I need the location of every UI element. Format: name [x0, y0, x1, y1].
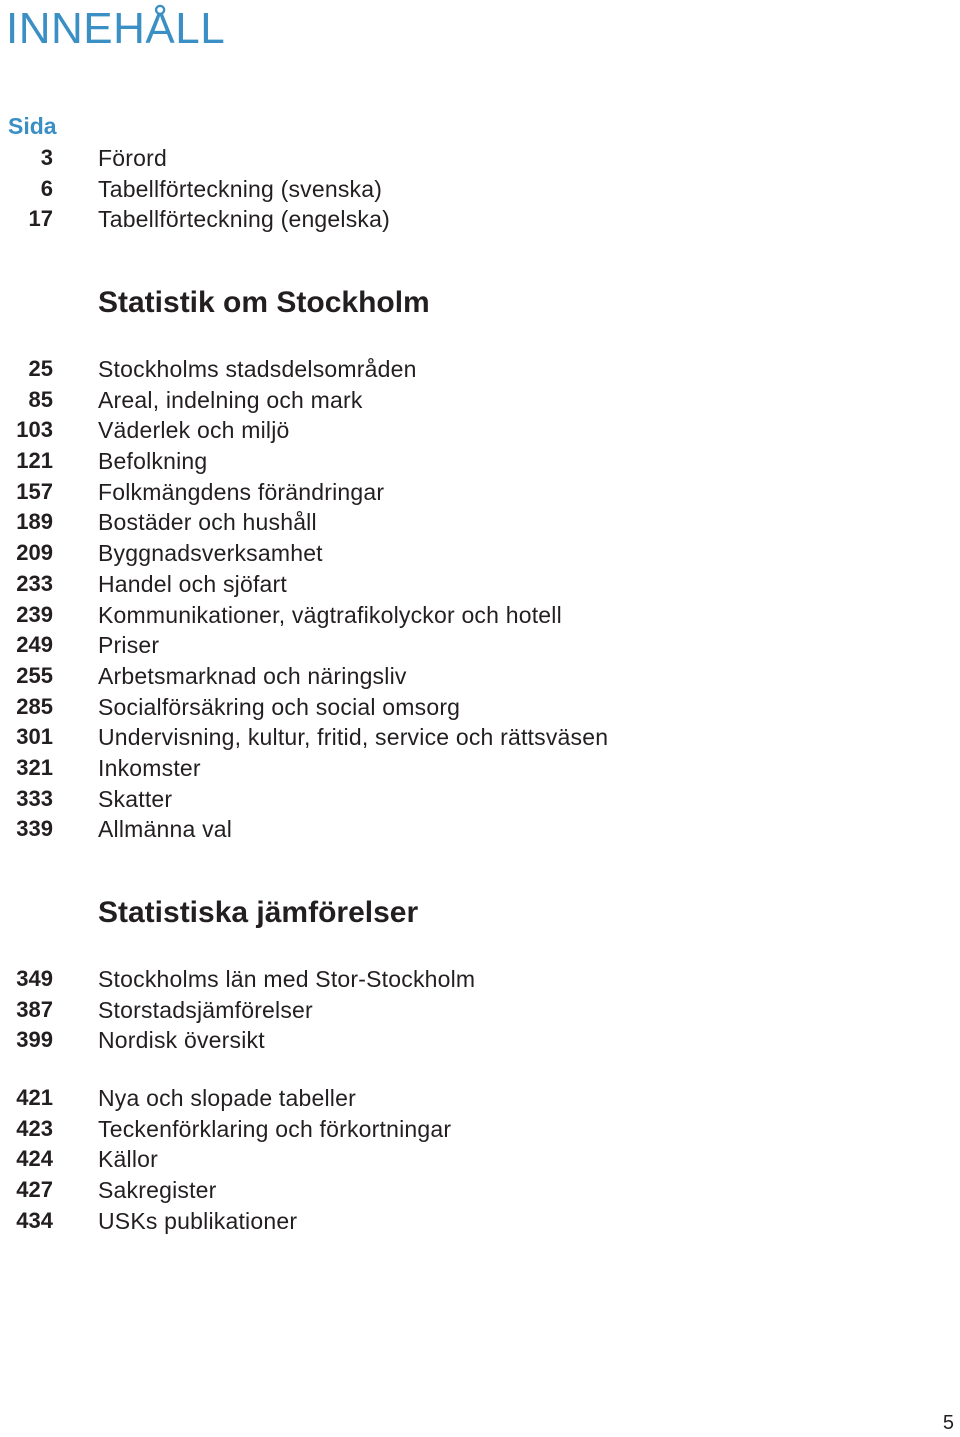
toc-entry-label: Sakregister: [98, 1177, 217, 1204]
toc-page-number: 285: [16, 693, 53, 719]
toc-entry[interactable]: [0, 415, 960, 446]
toc-page-number: 349: [16, 966, 53, 991]
toc-entry-label: Priser: [98, 632, 160, 659]
section1-list: [0, 354, 960, 845]
toc-entry-label: Nordisk översikt: [98, 1027, 265, 1054]
toc-page-number: 25: [28, 356, 53, 381]
toc-entry-label: Befolkning: [98, 448, 208, 475]
toc-entry[interactable]: [0, 1175, 960, 1206]
toc-entry-label: Undervisning, kultur, fritid, service och rättsväsen: [98, 724, 609, 751]
toc-entry-label: Inkomster: [98, 754, 201, 781]
toc-entry[interactable]: [0, 477, 960, 508]
toc-entry[interactable]: [0, 538, 960, 569]
toc-entry[interactable]: [0, 1144, 960, 1175]
toc-entry-label: Tabellförteckning (svenska): [98, 175, 383, 202]
toc-page-number: 209: [16, 540, 53, 566]
toc-page-number: 427: [16, 1177, 53, 1203]
toc-page-number: 233: [16, 570, 53, 596]
toc-entry-label: Byggnadsverksamhet: [98, 540, 323, 567]
toc-page-number: 339: [16, 816, 53, 842]
toc-page-number: 421: [16, 1085, 53, 1110]
toc-entry[interactable]: [0, 1114, 960, 1145]
toc-page-number: 333: [16, 785, 53, 811]
toc-entry[interactable]: [0, 692, 960, 723]
section-heading-jamforelser: Statistiska jämförelser: [98, 896, 419, 929]
toc-entry-label: Stockholms län med Stor-Stockholm: [98, 966, 476, 992]
toc-page-number: 239: [16, 601, 53, 627]
toc-entry[interactable]: [0, 964, 960, 995]
toc-entry-label: Arbetsmarknad och näringsliv: [98, 662, 407, 689]
toc-entry[interactable]: [0, 630, 960, 661]
toc-entry[interactable]: [0, 722, 960, 753]
toc-entry[interactable]: [0, 1206, 960, 1237]
toc-entry-label: Folkmängdens förändringar: [98, 478, 385, 505]
toc-entry-label: Teckenförklaring och förkortningar: [98, 1115, 452, 1142]
toc-entry[interactable]: [0, 143, 960, 174]
toc-entry-label: Källor: [98, 1146, 159, 1173]
toc-page-number: 3: [40, 145, 53, 170]
page-column-header: Sida: [8, 113, 57, 139]
toc-page-number: 255: [16, 662, 53, 688]
toc-page-number: 301: [16, 724, 53, 750]
section2-list: [0, 964, 960, 1056]
toc-entry[interactable]: [0, 569, 960, 600]
appendix-list: [0, 1083, 960, 1236]
toc-entry-label: Areal, indelning och mark: [98, 386, 363, 413]
toc-page-number: 321: [16, 754, 53, 780]
toc-page-number: 423: [16, 1115, 53, 1141]
toc-entry[interactable]: [0, 204, 960, 235]
toc-page-number: 6: [40, 175, 53, 201]
toc-entry[interactable]: [0, 507, 960, 538]
toc-entry[interactable]: [0, 600, 960, 631]
toc-entry-label: Allmänna val: [98, 816, 233, 843]
toc-page-number: 399: [16, 1027, 53, 1053]
toc-entry[interactable]: [0, 661, 960, 692]
toc-entry-label: Skatter: [98, 785, 173, 812]
page-number: 5: [942, 1412, 954, 1434]
toc-entry-label: Stockholms stadsdelsområden: [98, 356, 417, 382]
toc-entry-label: Tabellförteckning (engelska): [98, 206, 390, 233]
toc-entry[interactable]: [0, 814, 960, 845]
page-title: INNEHÅLL: [6, 4, 226, 53]
toc-page-number: 103: [16, 417, 53, 443]
toc-entry[interactable]: [0, 385, 960, 416]
toc-entry-label: Handel och sjöfart: [98, 570, 287, 597]
toc-page-number: 387: [16, 996, 53, 1022]
toc-entry[interactable]: [0, 1025, 960, 1056]
toc-page-number: 189: [16, 509, 53, 535]
toc-entry[interactable]: [0, 753, 960, 784]
toc-entry-label: Socialförsäkring och social omsorg: [98, 693, 461, 720]
toc-entry-label: Kommunikationer, vägtrafikolyckor och hotell: [98, 601, 562, 628]
toc-page-number: 85: [28, 386, 53, 412]
toc-entry-label: Bostäder och hushåll: [98, 509, 317, 536]
intro-list: [0, 143, 960, 235]
toc-page-number: 157: [16, 478, 53, 504]
toc-entry[interactable]: [0, 995, 960, 1026]
section-heading-statistik: Statistik om Stockholm: [98, 286, 430, 319]
toc-entry[interactable]: [0, 446, 960, 477]
toc-page-number: 121: [16, 448, 53, 474]
toc-entry-label: Förord: [98, 145, 167, 171]
toc-page-number: 249: [16, 632, 53, 658]
toc-entry-label: Storstadsjämförelser: [98, 996, 313, 1023]
toc-entry[interactable]: [0, 1083, 960, 1114]
toc-entry[interactable]: [0, 174, 960, 205]
toc-page-number: 434: [16, 1207, 53, 1233]
toc-entry[interactable]: [0, 354, 960, 385]
toc-entry[interactable]: [0, 784, 960, 815]
toc-entry-label: USKs publikationer: [98, 1207, 298, 1234]
toc-entry-label: Nya och slopade tabeller: [98, 1085, 356, 1111]
toc-page-number: 17: [28, 206, 53, 232]
toc-entry-label: Väderlek och miljö: [98, 417, 290, 444]
toc-page-number: 424: [16, 1146, 53, 1172]
